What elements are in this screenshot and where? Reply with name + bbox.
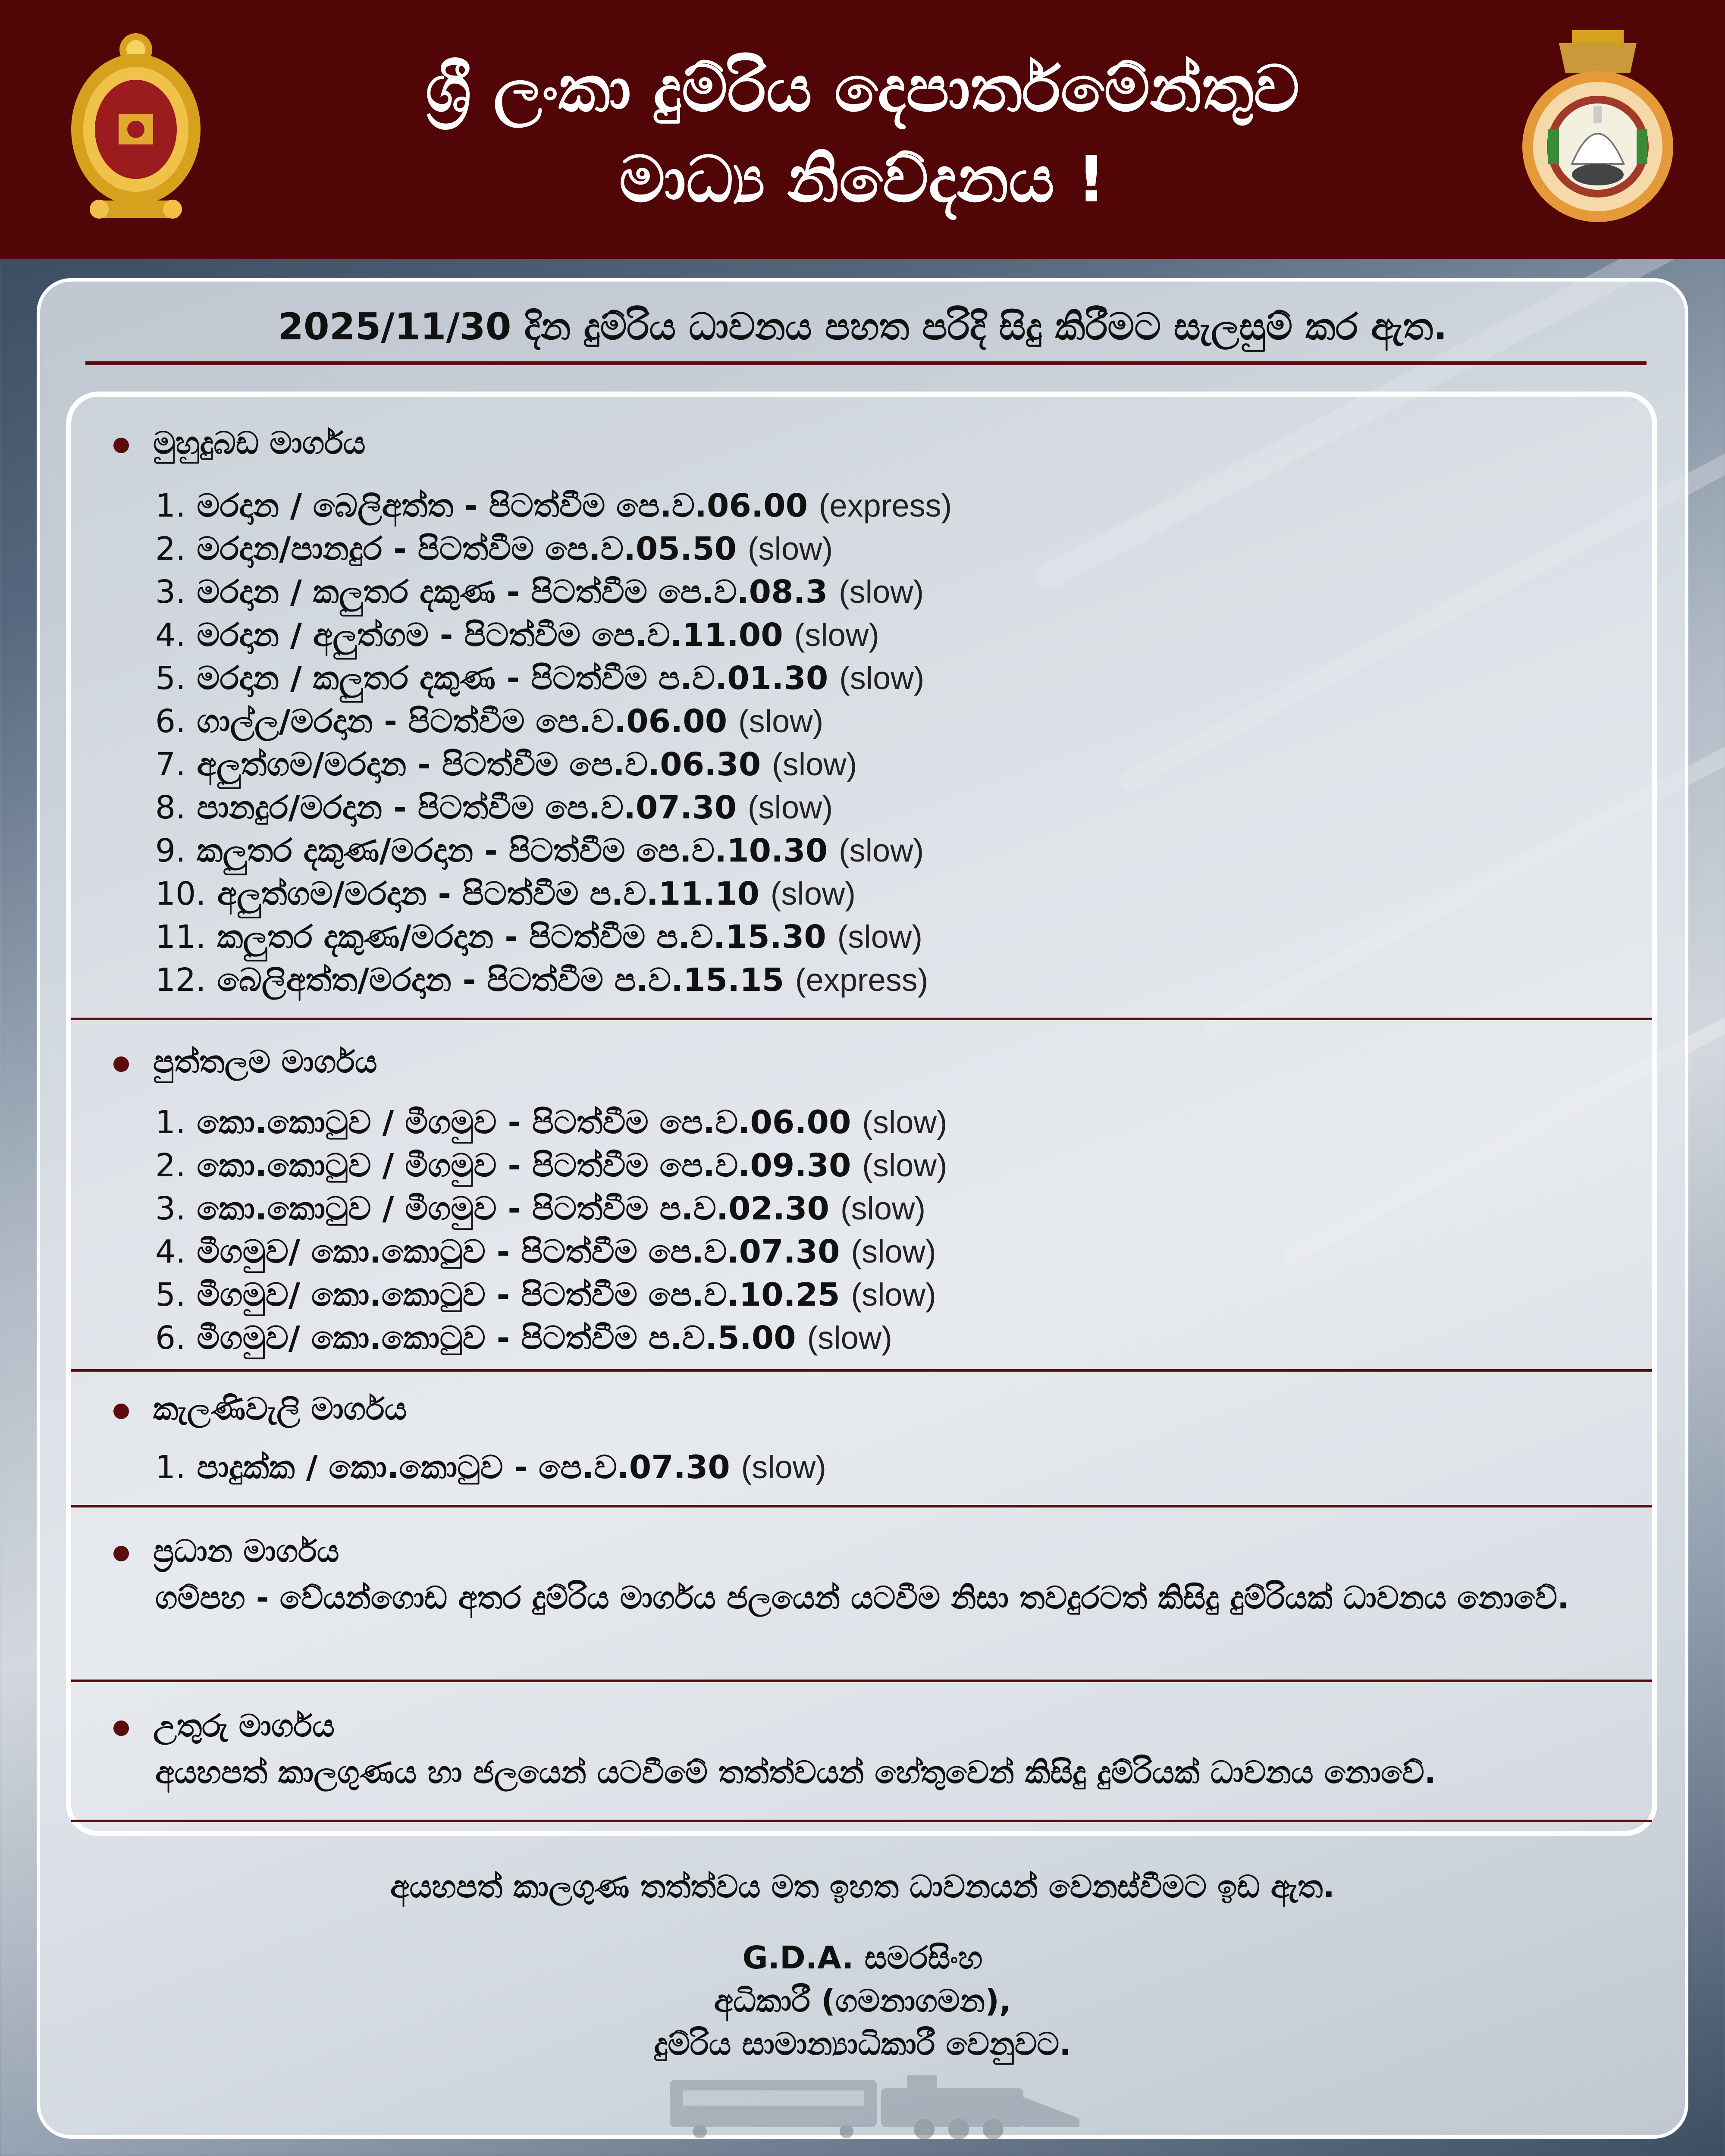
section-divider: [71, 1680, 1652, 1682]
item-number: 1.: [155, 1104, 186, 1141]
header-banner: [0, 0, 1725, 259]
item-type: (slow): [839, 574, 924, 610]
item-number: 3.: [155, 573, 186, 611]
item-number: 4.: [155, 1233, 186, 1270]
item-number: 1.: [155, 1449, 186, 1486]
railway-department-crest-icon: [1518, 26, 1678, 224]
item-type: (slow): [741, 1449, 826, 1485]
section-divider: [71, 1369, 1652, 1372]
section-title: කැලණිවැලි මාර්ගය: [153, 1391, 407, 1427]
list-item: [155, 1449, 826, 1486]
notice-panel: [37, 278, 1688, 2139]
list-item: [155, 1104, 947, 1141]
section-text: අයහපත් කාලගුණය හා ජලයෙන් යටවීමේ තත්ත්වයන් හේතුවෙන් කිසිදු දුම්රියක් ධාවනය නොවේ.: [155, 1754, 1436, 1790]
list-item: [155, 875, 856, 913]
item-number: 5.: [155, 1276, 186, 1313]
item-route: මීගමුව/ කො.කොටුව - පිටත්වීම පෙ.ව.07.30: [197, 1233, 840, 1270]
item-route: කලුතර දකුණ/මරදාන - පිටත්වීම ප.ව.15.30: [217, 918, 826, 956]
divider: [85, 361, 1647, 365]
list-item: [155, 746, 857, 783]
date-heading: 2025/11/30 දින දුම්රිය ධාවනය පහත පරිදි සිදු කිරීමට සැලසුම් කර ඇත.: [278, 305, 1447, 348]
list-item: [155, 789, 833, 827]
item-route: මරදාන / අලුත්ගම - පිටත්වීම පෙ.ව.11.00: [197, 617, 783, 654]
section-divider: [71, 1505, 1652, 1507]
item-route: කො.කොටුව / මීගමුව - පිටත්වීම පෙ.ව.06.00: [197, 1104, 851, 1141]
schedule-box: [66, 392, 1657, 1836]
item-number: 6.: [155, 1319, 186, 1357]
item-route: මීගමුව/ කො.කොටුව - පිටත්වීම ප.ව.5.00: [197, 1319, 796, 1357]
header-title-line2: මාධ්‍ය නිවේදනය !: [619, 142, 1106, 216]
item-number: 6.: [155, 703, 186, 740]
item-type: (slow): [851, 1234, 936, 1269]
item-type: (slow): [862, 1104, 947, 1140]
train-icon: [665, 2071, 1097, 2140]
list-item: [155, 1233, 936, 1271]
item-route: කො.කොටුව / මීගමුව - පිටත්වීම ප.ව.02.30: [197, 1190, 830, 1227]
item-number: 3.: [155, 1190, 186, 1227]
item-type: (slow): [747, 531, 833, 567]
item-type: (slow): [838, 833, 924, 868]
item-number: 1.: [155, 487, 186, 524]
section-title: මුහුදුබඩ මාර්ගය: [153, 425, 366, 461]
list-item: [155, 1319, 892, 1357]
list-item: [155, 487, 952, 525]
section-divider: [71, 1018, 1652, 1020]
item-type: (slow): [862, 1147, 947, 1183]
item-route: අලුත්ගම/මරදාන - පිටත්වීම පෙ.ව.06.30: [197, 746, 761, 783]
list-item: [155, 962, 928, 999]
signatory-on-behalf: දුම්රිය සාමාන්‍යාධිකාරී වෙනුවට.: [654, 2026, 1071, 2062]
item-type: (slow): [839, 660, 925, 696]
item-type: (express): [819, 488, 952, 523]
signatory-title: අධිකාරී (ගමනාගමන),: [714, 1983, 1011, 2019]
list-item: [155, 660, 924, 697]
item-number: 2.: [155, 530, 186, 567]
header-title-line1: ශ්‍රී ලංකා දුම්රිය දෙපාර්තමේන්තුව: [425, 52, 1300, 126]
list-item: [155, 573, 924, 611]
item-type: (slow): [807, 1320, 892, 1356]
list-item: [155, 617, 879, 654]
item-route: අලුත්ගම/මරදාන - පිටත්වීම ප.ව.11.10: [217, 875, 759, 912]
list-item: [155, 832, 924, 870]
item-number: 11.: [155, 918, 206, 956]
item-number: 8.: [155, 789, 186, 826]
item-route: මරදාන/පානදුර - පිටත්වීම පෙ.ව.05.50: [197, 530, 737, 567]
signatory-name: G.D.A. සමරසිංහ: [742, 1940, 983, 1976]
item-type: (slow): [837, 919, 922, 955]
bullet-icon: [113, 1056, 129, 1072]
item-route: ගාල්ල/මරදාන - පිටත්වීම පෙ.ව.06.00: [197, 703, 728, 740]
section-title: පුත්තලම මාර්ගය: [153, 1044, 377, 1080]
item-route: මරදාන / කලුතර දකුණ - පිටත්වීම ප.ව.01.30: [197, 660, 828, 697]
bullet-icon: [113, 1720, 129, 1736]
item-number: 7.: [155, 746, 186, 783]
item-number: 9.: [155, 832, 186, 869]
item-type: (slow): [738, 703, 824, 739]
list-item: [155, 1276, 936, 1314]
section-title: ප්‍රධාන මාර්ගය: [153, 1533, 339, 1569]
item-type: (slow): [851, 1277, 936, 1313]
item-type: (slow): [840, 1191, 926, 1226]
item-route: මරදාන / කලුතර දකුණ - පිටත්වීම පෙ.ව.08.3: [197, 573, 828, 611]
item-number: 5.: [155, 660, 186, 697]
item-route: පාදුක්ක / කො.කොටුව - පෙ.ව.07.30: [197, 1449, 730, 1486]
bullet-icon: [113, 1404, 129, 1419]
item-type: (slow): [794, 617, 879, 653]
item-number: 2.: [155, 1147, 186, 1184]
list-item: [155, 530, 833, 568]
item-type: (slow): [770, 876, 856, 912]
section-title: උතුරු මාර්ගය: [153, 1708, 335, 1744]
item-type: (express): [795, 962, 928, 998]
item-route: මරදාන / බෙලිඅත්ත - පිටත්වීම පෙ.ව.06.00: [197, 487, 808, 524]
section-divider: [71, 1820, 1652, 1822]
item-number: 12.: [155, 962, 206, 999]
list-item: [155, 1190, 925, 1228]
list-item: [155, 1147, 947, 1185]
section-text: ගම්පහ - වේයන්ගොඩ අතර දුම්රිය මාර්ගය ජලයෙන් යටවීම නිසා තවදුරටත් කිසිදු දුම්රියක් ධාවනය නොවේ.: [155, 1579, 1569, 1616]
item-route: මීගමුව/ කො.කොටුව - පිටත්වීම පෙ.ව.10.25: [197, 1276, 840, 1313]
item-number: 10.: [155, 875, 206, 912]
weather-warning: අයහපත් කාලගුණ තත්ත්වය මත ඉහත ධාවනයන් වෙනස්වීමට ඉඩ ඇත.: [390, 1868, 1335, 1905]
item-route: බෙලිඅත්ත/මරදාන - පිටත්වීම ප.ව.15.15: [217, 962, 784, 999]
item-route: කො.කොටුව / මීගමුව - පිටත්වීම පෙ.ව.09.30: [197, 1147, 851, 1184]
bullet-icon: [113, 1546, 129, 1561]
item-type: (slow): [772, 746, 857, 782]
item-route: කලුතර දකුණ/මරදාන - පිටත්වීම පෙ.ව.10.30: [197, 832, 828, 869]
item-route: පානදුර/මරදාන - පිටත්වීම පෙ.ව.07.30: [197, 789, 737, 826]
list-item: [155, 918, 922, 956]
item-number: 4.: [155, 617, 186, 654]
item-type: (slow): [747, 790, 833, 825]
list-item: [155, 703, 823, 740]
bullet-icon: [113, 438, 129, 453]
